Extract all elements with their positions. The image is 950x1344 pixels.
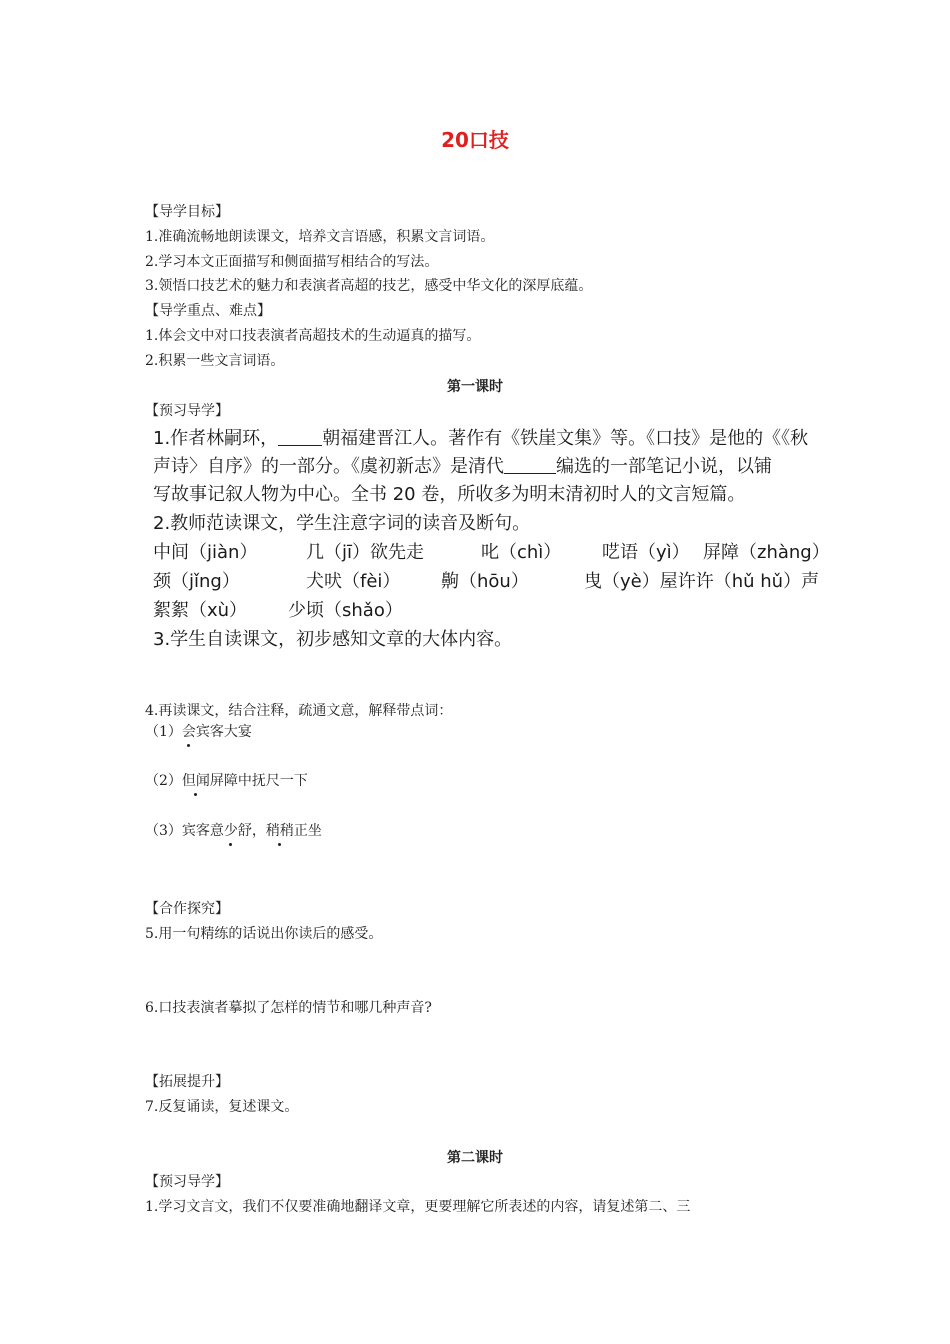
item-rest: 宾客大宴 [195, 724, 252, 740]
question-6: 6.口技表演者摹拟了怎样的情节和哪几种声音? [145, 1000, 432, 1016]
document-title: 20口技 [441, 128, 509, 152]
fill-blank-dynasty[interactable] [278, 427, 322, 446]
question-1-line-3: 写故事记叙人物为中心。全书 20 卷，所收多为明末清初时人的文言短篇。 [153, 484, 746, 505]
question-1-line-2 [153, 454, 772, 480]
question-1-line-1 [153, 426, 808, 452]
section-preview: 【预习导学】 [145, 403, 229, 419]
item-rest: 屏障中抚尺一下 [209, 773, 308, 789]
dotted-word: 稍稍 [265, 823, 294, 839]
dotted-word: 少 [223, 823, 238, 839]
pinyin-item: 少顷（shǎo） [288, 600, 403, 621]
pinyin-item: 呓语（yì） [602, 542, 690, 563]
q1-text-b: 朝福建晋江人。著作有《铁崖文集》等。《口技》是他的《《秋 [322, 428, 809, 449]
goal-1: 1.准确流畅地朗读课文，培养文言语感，积累文言词语。 [145, 229, 495, 245]
question-8: 1.学习文言文，我们不仅要准确地翻译文章，更要理解它所表述的内容，请复述第二、三 [145, 1199, 691, 1215]
pinyin-item: 叱（chì） [481, 542, 562, 563]
pinyin-item: 屏障（zhàng） [703, 542, 830, 563]
question-2: 2.教师范读课文，学生注意字词的读音及断句。 [153, 513, 531, 534]
dotted-word: 但闻 [181, 773, 210, 789]
fill-blank-editor[interactable] [504, 455, 556, 474]
question-4-item-2 [145, 771, 308, 791]
q1-text-c: 声诗〉自序》的一部分。《虞初新志》是清代 [153, 456, 504, 477]
pinyin-item: 絮絮（xù） [153, 600, 248, 621]
pinyin-item: 曳（yè）屋许许（hǔ hǔ）声 [584, 571, 820, 592]
pinyin-item: 中间（jiàn） [153, 542, 258, 563]
item-prefix: （3）宾客意 [145, 823, 224, 839]
question-4: 4.再读课文，结合注释，疏通文意，解释带点词： [145, 703, 453, 719]
section-key-points: 【导学重点、难点】 [145, 303, 271, 319]
question-7: 7.反复诵读，复述课文。 [145, 1099, 299, 1115]
lesson-2-heading: 第二课时 [447, 1150, 503, 1166]
section-extend: 【拓展提升】 [145, 1074, 229, 1090]
pinyin-item: 颈（jǐng） [153, 571, 240, 592]
q1-text-d: 编选的一部笔记小说，以铺 [556, 456, 772, 477]
dotted-word: 会 [181, 724, 196, 740]
item-rest: 正坐 [293, 823, 322, 839]
question-3: 3.学生自读课文，初步感知文章的大体内容。 [153, 629, 513, 650]
question-4-item-1 [145, 722, 252, 742]
item-prefix: （1） [145, 724, 182, 740]
pinyin-item: 几（jī）欲先走 [306, 542, 425, 563]
pinyin-item: 齁（hōu） [441, 571, 529, 592]
question-4-item-3 [145, 821, 322, 841]
section-preview-2: 【预习导学】 [145, 1174, 229, 1190]
lesson-1-heading: 第一课时 [447, 379, 503, 395]
item-prefix: （2） [145, 773, 182, 789]
key-2: 2.积累一些文言词语。 [145, 353, 285, 369]
pinyin-item: 犬吠（fèi） [306, 571, 401, 592]
key-1: 1.体会文中对口技表演者高超技术的生动逼真的描写。 [145, 328, 481, 344]
goal-3: 3.领悟口技艺术的魅力和表演者高超的技艺，感受中华文化的深厚底蕴。 [145, 278, 593, 294]
item-mid: 舒， [237, 823, 266, 839]
goal-2: 2.学习本文正面描写和侧面描写相结合的写法。 [145, 254, 439, 270]
question-5: 5.用一句精练的话说出你读后的感受。 [145, 926, 383, 942]
section-guide-goal: 【导学目标】 [145, 204, 229, 220]
q1-text-a: 1.作者林嗣环， [153, 428, 279, 449]
section-cooperation: 【合作探究】 [145, 901, 229, 917]
